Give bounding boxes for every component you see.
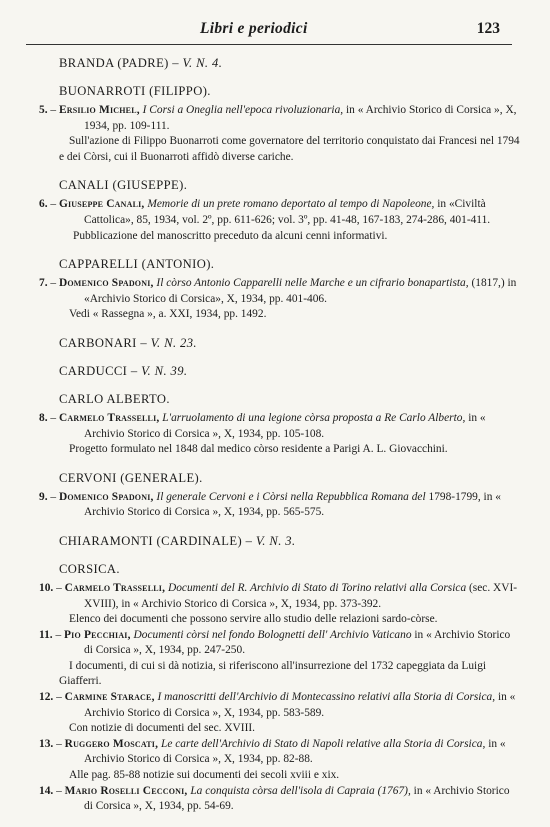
entry-note: Elenco dei documenti che possono servire allo studio delle relazioni sardo-còrse. (69, 613, 438, 626)
entry-title: Il còrso Antonio Capparelli nelle Marche e un cifrario bonapartista, (156, 277, 469, 290)
entry-author: Ersilio Michel, (58, 104, 140, 116)
heading-name: CARDUCCI (59, 363, 128, 378)
entry-citation: in « Archivio Storico di Corsica », X, 1934, pp. 247-250. (84, 628, 511, 657)
section-spacer (0, 323, 520, 335)
entry-number: 12. (39, 691, 54, 704)
entry-citation: in «Civiltà Cattolica», 85, 1934, vol. 2º, pp. 611-626; vol. 3º, pp. 41-48, 167-183, 274-286, 401-411. (84, 198, 491, 226)
entry-number: 6. (39, 198, 48, 211)
entry-number: 9. (39, 490, 48, 503)
heading-name: CERVONI (GENERALE). (59, 470, 203, 485)
section-spacer (0, 71, 520, 83)
entry-author: Domenico Spadoni, (58, 490, 154, 503)
entry-note: Sull'azione di Filippo Buonarroti come governatore del territorio conquistato dai Francesi nel 1794 e dei Còrsi, cui il Buonarroti affidò diverse cariche. (59, 135, 520, 163)
section-heading (59, 256, 520, 272)
entry-title: Memorie di un prete romano deportato al tempo di Napoleone, (147, 198, 435, 211)
section-spacer (0, 549, 520, 561)
bibliography-list (0, 55, 520, 815)
entry-citation: (sec. XVI-XVIII), in « Archivio Storico di Corsica », X, 1934, pp. 373-392. (84, 581, 518, 610)
bibliography-entry: 9. – Domenico Spadoni, Il generale Cervoni e i Còrsi nella Repubblica Romana del 1798-1799, in « Archivio Storico di Corsica », X, 1934, pp. 565-575. (39, 490, 501, 519)
heading-name: CARBONARI (59, 335, 137, 350)
entry-number: 11. (39, 628, 53, 641)
section-heading (59, 177, 520, 193)
entry-note: Progetto formulato nel 1848 dal medico còrso residente a Parigi A. L. Giovacchini. (69, 443, 448, 456)
section-heading (59, 391, 520, 407)
entry-title: Le carte dell'Archivio di Stato di Napoli relative alla Storia di Corsica, (161, 737, 486, 750)
heading-name: CANALI (GIUSEPPE). (59, 178, 188, 193)
entry-author: Pio Pecchiai, (64, 628, 131, 641)
entry-title: Documenti còrsi nel fondo Bolognetti dell' Archivio Vaticano (133, 628, 412, 641)
section-spacer (0, 351, 520, 363)
section-spacer (0, 458, 520, 470)
bibliography-entry: 7. – Domenico Spadoni, Il còrso Antonio Capparelli nelle Marche e un cifrario bonapartista, (1817,) in «Archivio Storico di Corsica», X, 1934, pp. 401-406. (39, 277, 517, 305)
bibliography-entry: 11. – Pio Pecchiai, Documenti còrsi nel fondo Bolognetti dell' Archivio Vaticano in « Archivio Storico di Corsica », X, 1934, pp. 247-250. (39, 628, 511, 657)
entry-author: Carmine Starace, (64, 691, 155, 704)
section-spacer (0, 244, 520, 256)
entry-note: Pubblicazione del manoscritto preceduto da alcuni cenni informativi. (73, 229, 388, 242)
bibliography-entry: 5. – Ersilio Michel, I Corsi a Oneglia nell'epoca rivoluzionaria, in « Archivio Storico di Corsica », X, 1934, pp. 109-111. (39, 104, 517, 132)
entry-title: I Corsi a Oneglia nell'epoca rivoluzionaria, (142, 104, 344, 116)
entry-number: 7. (39, 277, 48, 290)
entry-number: 5. (39, 104, 48, 116)
entry-title: I manoscritti dell'Archivio di Montecassino relativi alla Storia di Corsica, (157, 691, 496, 704)
section-heading (59, 83, 520, 99)
page-header (0, 14, 520, 42)
entry-author: Ruggero Moscati, (64, 737, 159, 750)
cross-reference: V. N. 3. (255, 533, 296, 548)
heading-name: CARLO ALBERTO. (59, 391, 170, 406)
section-heading: CARBONARI – V. N. 23. (59, 335, 197, 350)
entry-author: Carmelo Trasselli, (58, 411, 160, 424)
bibliography-entry: 13. – Ruggero Moscati, Le carte dell'Archivio di Stato di Napoli relative alla Storia di Corsica, in « Archivio Storico di Corsica », X, 1934, pp. 82-88. (39, 737, 506, 766)
entry-author: Mario Roselli Cecconi, (64, 784, 188, 797)
bibliography-entry: 12. – Carmine Starace, I manoscritti dell'Archivio di Montecassino relativi alla Storia di Corsica, in « Archivio Storico di Corsica », X, 1934, pp. 583-589. (39, 691, 516, 719)
entry-author: Domenico Spadoni, (58, 277, 154, 290)
entry-citation: in « Archivio Storico di Corsica », X, 1934, pp. 105-108. (84, 411, 486, 440)
bibliography-entry: 14. – Mario Roselli Cecconi, La conquista còrsa dell'isola di Capraia (1767), in « Archivio Storico di Corsica », X, 1934, pp. 54-69. (39, 784, 510, 813)
bibliography-entry: 10. – Carmelo Trasselli, Documenti del R. Archivio di Stato di Torino relativi alla Corsica (sec. XVI-XVIII), in « Archivio Storico di Corsica », X, 1934, pp. 373-392. (39, 581, 518, 610)
page-number: 123 (476, 20, 500, 37)
section-heading (59, 561, 520, 577)
entry-citation: in « Archivio Storico di Corsica », X, 1934, pp. 54-69. (84, 784, 510, 813)
entry-author: Carmelo Trasselli, (64, 581, 166, 594)
bibliography-entry: 8. – Carmelo Trasselli, L'arruolamento di una legione còrsa proposta a Re Carlo Alberto, in « Archivio Storico di Corsica », X, 1934, pp. 105-108. (39, 411, 486, 440)
entry-citation: in « Archivio Storico di Corsica », X, 1934, pp. 82-88. (84, 737, 506, 766)
entry-note: I documenti, di cui si dà notizia, si riferiscono all'insurrezione del 1732 capeggiata da Luigi Giafferri. (59, 659, 487, 688)
running-title: Libri e periodici (200, 20, 308, 37)
cross-reference: V. N. 4. (182, 56, 223, 70)
entry-number: 8. (39, 411, 48, 424)
entry-title: La conquista còrsa dell'isola di Capraia (1767), (190, 784, 411, 797)
heading-name: CHIARAMONTI (CARDINALE) (59, 533, 243, 548)
section-heading: BRANDA (PADRE) – V. N. 4. (59, 56, 223, 70)
section-spacer (0, 521, 520, 533)
heading-name: CORSICA. (59, 561, 120, 576)
entry-title: Documenti del R. Archivio di Stato di Torino relativi alla Corsica (168, 581, 467, 594)
entry-note: Con notizie di documenti del sec. XVIII. (69, 722, 255, 735)
section-spacer (0, 165, 520, 177)
cross-reference: V. N. 23. (150, 335, 197, 350)
heading-name: BRANDA (PADRE) (59, 56, 169, 70)
entry-number: 10. (39, 581, 54, 594)
entry-title: Il generale Cervoni e i Còrsi nella Repubblica Romana del (156, 490, 426, 503)
entry-number: 14. (39, 784, 54, 797)
entry-note: Alle pag. 85-88 notizie sui documenti dei secoli xviii e xix. (69, 769, 340, 782)
entry-number: 13. (39, 737, 54, 750)
section-spacer (0, 379, 520, 391)
entry-citation: in « Archivio Storico di Corsica », X, 1934, pp. 583-589. (84, 691, 516, 719)
entry-author: Giuseppe Canali, (58, 198, 145, 211)
section-heading: CARDUCCI – V. N. 39. (59, 363, 188, 378)
entry-note: Vedi « Rassegna », a. XXI, 1934, pp. 1492. (69, 308, 267, 321)
header-rule (26, 44, 512, 45)
entry-citation: in « Archivio Storico di Corsica », X, 1934, pp. 109-111. (84, 104, 517, 132)
heading-name: BUONARROTI (FILIPPO). (59, 84, 211, 98)
cross-reference: V. N. 39. (141, 363, 188, 378)
entry-citation: (1817,) in «Archivio Storico di Corsica», X, 1934, pp. 401-406. (84, 277, 517, 305)
section-heading (59, 470, 520, 486)
entry-title: L'arruolamento di una legione còrsa proposta a Re Carlo Alberto, (162, 411, 466, 424)
entry-citation: 1798-1799, in « Archivio Storico di Corsica », X, 1934, pp. 565-575. (84, 490, 501, 519)
section-heading: CHIARAMONTI (CARDINALE) – V. N. 3. (59, 533, 296, 548)
bibliography-entry: 6. – Giuseppe Canali, Memorie di un prete romano deportato al tempo di Napoleone, in «Civiltà Cattolica», 85, 1934, vol. 2º, pp. 611-626; vol. 3º, pp. 41-48, 167-183, 274-286, 401-411. (39, 198, 491, 226)
heading-name: CAPPARELLI (ANTONIO). (59, 257, 215, 272)
